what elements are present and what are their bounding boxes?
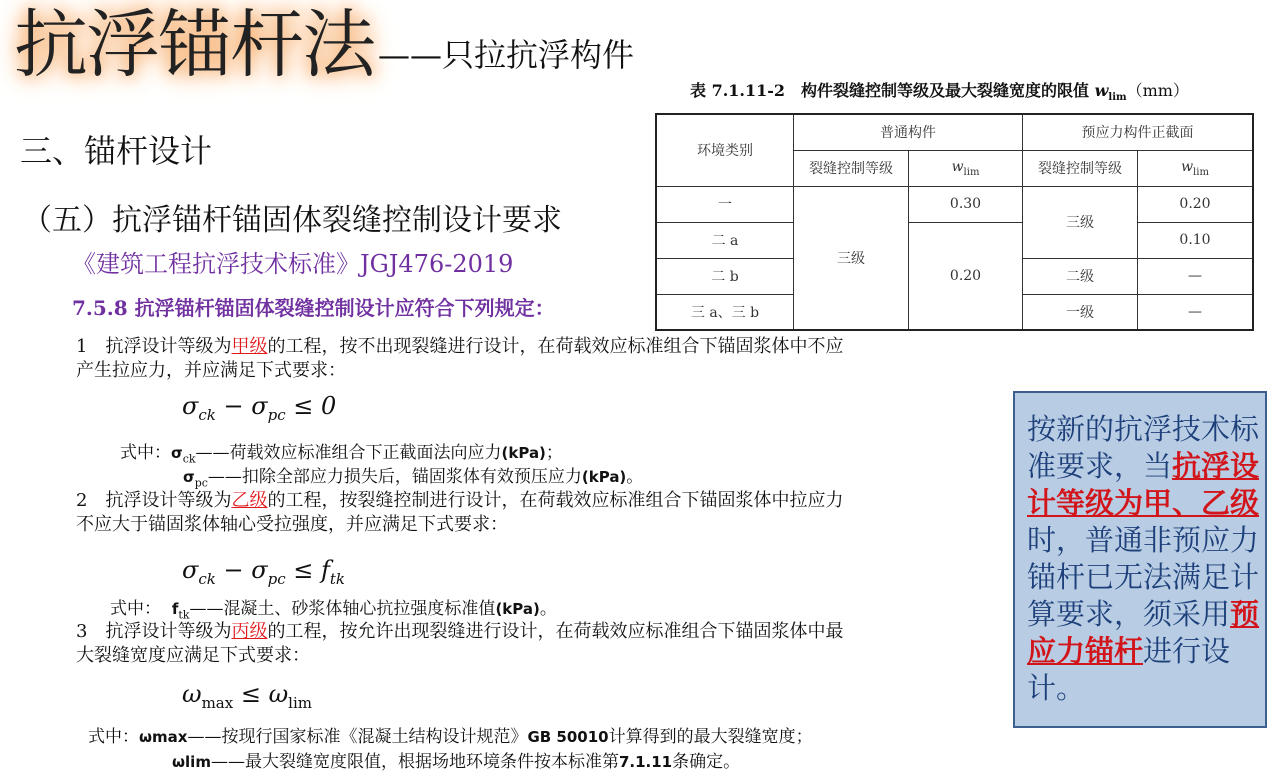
table-cell: 0.10: [1138, 222, 1254, 258]
note-1: 式中：$\sigma_{ck}——$荷载效应标准组合下正截面法向应力(kPa)；: [120, 443, 563, 466]
note-3: 式中： $f_{tk}——$混凝土、砂浆体轴心抗拉强度标准值(kPa)。: [110, 599, 557, 622]
standard-reference: 《建筑工程抗浮技术标准》JGJ476-2019: [72, 250, 514, 278]
header-grade: 裂缝控制等级: [794, 150, 909, 186]
header-grade-pre: 裂缝控制等级: [1023, 150, 1138, 186]
table-cell: 0.30: [909, 186, 1023, 222]
note-4: 式中：ωmax——按现行国家标准《混凝土结构设计规范》GB 50010计算得到的最大裂缝宽度；: [88, 727, 813, 747]
slide-title: 抗浮锚杆法: [14, 2, 374, 88]
table-cell: 二 b: [656, 258, 794, 294]
side-note-box: 按新的抗浮技术标准要求，当抗浮设计等级为甲、乙级时，普通非预应力锚杆已无法满足计算要求，须采用预应力锚杆进行设计。: [1013, 391, 1267, 728]
table-cell: 0.20: [909, 222, 1023, 330]
item-1: 1 抗浮设计等级为甲级的工程，按不出现裂缝进行设计，在荷载效应标准组合下锚固浆体中不应 产生拉应力，并应满足下式要求：: [76, 336, 844, 381]
header-env: 环境类别: [656, 114, 794, 186]
highlight-prestressed: 预应力锚杆: [1027, 597, 1260, 668]
table-cell: 三 a、三 b: [656, 294, 794, 330]
formula-2: $\sigma_{ck} - \sigma_{pc} \le f_{tk}$: [182, 556, 346, 588]
item-3: 3 抗浮设计等级为丙级的工程，按允许出现裂缝进行设计，在荷载效应标准组合下锚固浆体中最 大裂缝宽度应满足下式要求：: [76, 621, 844, 666]
table-cell: 一: [656, 186, 794, 222]
header-wlim: $w_{lim}$: [909, 150, 1023, 186]
formula-3: $\omega_{max} \le \omega_{lim}$: [182, 680, 312, 712]
note-5: ωlim——最大裂缝宽度限值，根据场地环境条件按本标准第7.1.11条确定。: [172, 752, 741, 772]
crack-limit-table: [655, 113, 1254, 331]
slide-subtitle: ——只拉抗浮构件: [378, 36, 635, 74]
highlight-grade: 抗浮设计等级为甲、乙级: [1027, 449, 1260, 520]
table-cell: —: [1138, 258, 1254, 294]
item-2: 2 抗浮设计等级为乙级的工程，按裂缝控制进行设计，在荷载效应标准组合下锚固浆体中拉应力 不应大于锚固浆体轴心受拉强度，并应满足下式要求：: [76, 490, 844, 535]
section-heading: 三、锚杆设计: [20, 132, 213, 170]
subsection-heading: （五）抗浮锚杆锚固体裂缝控制设计要求: [22, 203, 562, 238]
table-cell: —: [1138, 294, 1254, 330]
grade-c: 丙级: [231, 621, 268, 642]
grade-a: 甲级: [231, 336, 268, 357]
table-cell: 二级: [1023, 258, 1138, 294]
note-2: $\sigma_{pc}——$扣除全部应力损失后，锚固浆体有效预压应力(kPa)。: [183, 467, 644, 490]
header-wlim-pre: $w_{lim}$: [1138, 150, 1254, 186]
grade-b: 乙级: [231, 490, 268, 511]
table-cell: 二 a: [656, 222, 794, 258]
header-normal: 普通构件: [794, 114, 1023, 150]
clause-title: 7.5.8 抗浮锚杆锚固体裂缝控制设计应符合下列规定：: [72, 296, 555, 320]
table-cell: 一级: [1023, 294, 1138, 330]
formula-1: $\sigma_{ck} - \sigma_{pc} \le 0$: [182, 392, 337, 424]
table-cell: 0.20: [1138, 186, 1254, 222]
table-cell: 三级: [1023, 186, 1138, 258]
table-cell: 三级: [794, 186, 909, 330]
table-caption: 表 7.1.11-2 构件裂缝控制等级及最大裂缝宽度的限值 $w_{lim}(mm)$: [690, 81, 1189, 104]
header-prestress: 预应力构件正截面: [1023, 114, 1254, 150]
